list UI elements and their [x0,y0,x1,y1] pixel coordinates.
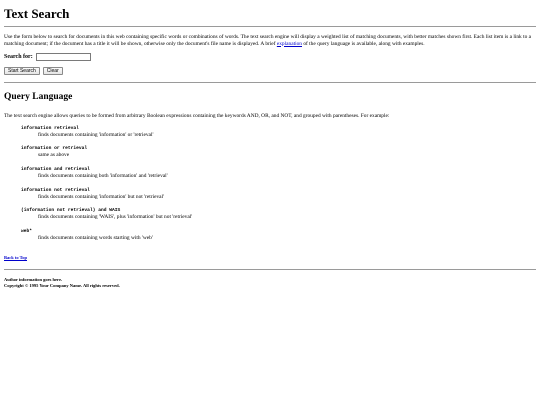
example-item [21,167,536,180]
query-language-heading: Query Language [4,92,73,103]
example-query: web* [21,228,33,234]
form-divider [4,82,536,83]
search-row [4,53,536,61]
example-query: information or retrieval [21,146,88,152]
footer-divider [4,269,536,270]
author-info: Author information goes here. [4,277,63,283]
example-item [21,146,536,159]
example-description: finds documents containing words starting with 'web' [38,234,153,241]
back-to-top-link[interactable]: Back to Top [4,255,28,261]
example-description: same as above [38,152,70,159]
example-description: finds documents containing 'WAIS', plus 'information' but not 'retrieval' [38,214,193,221]
search-form [4,53,536,75]
example-description: finds documents containing both 'information' and 'retrieval' [38,172,168,179]
example-item [21,126,536,139]
search-label: Search for: [4,54,33,61]
example-item [21,229,536,242]
form-buttons [4,67,536,75]
examples-list [21,126,536,242]
example-description: finds documents containing 'information' or 'retrieval' [38,131,154,138]
start-search-button[interactable]: Start Search [4,67,40,75]
query-language-intro: The text search engine allows queries to be formed from arbitrary Boolean expressions containing the keywords AND, OR, and NOT, and grouped with parentheses. For example: [4,113,390,120]
search-input[interactable] [36,53,91,61]
example-query: information not retrieval [21,187,90,193]
example-query: (information not retrieval) and WAIS [21,208,121,214]
intro-text-start: Use the form below to search for documents in this web containing specific words or combinations of words. The text search engine will display a weighted list of matching documents, with better matches shown first. Each list item is a link to a matching document; if the document has a title it will be shown, otherwise only the document's file name is displayed. A brief [4,34,532,47]
back-to-top-row [4,255,536,260]
intro-paragraph [4,34,536,47]
intro-text-end: of the query language is available, along with examples. [302,40,425,47]
example-query: information and retrieval [21,166,90,172]
title-divider [4,26,536,27]
example-description: finds documents containing 'information' but not 'retrieval' [38,193,165,200]
example-item [21,208,536,221]
clear-button[interactable]: Clear [43,67,63,75]
explanation-link[interactable]: explanation [276,40,302,47]
example-query: information retrieval [21,125,79,131]
example-item [21,188,536,201]
page-title: Text Search [4,6,70,21]
copyright: Copyright © 1995 Your Company Name. All rights reserved. [4,283,120,289]
footer [4,277,536,289]
